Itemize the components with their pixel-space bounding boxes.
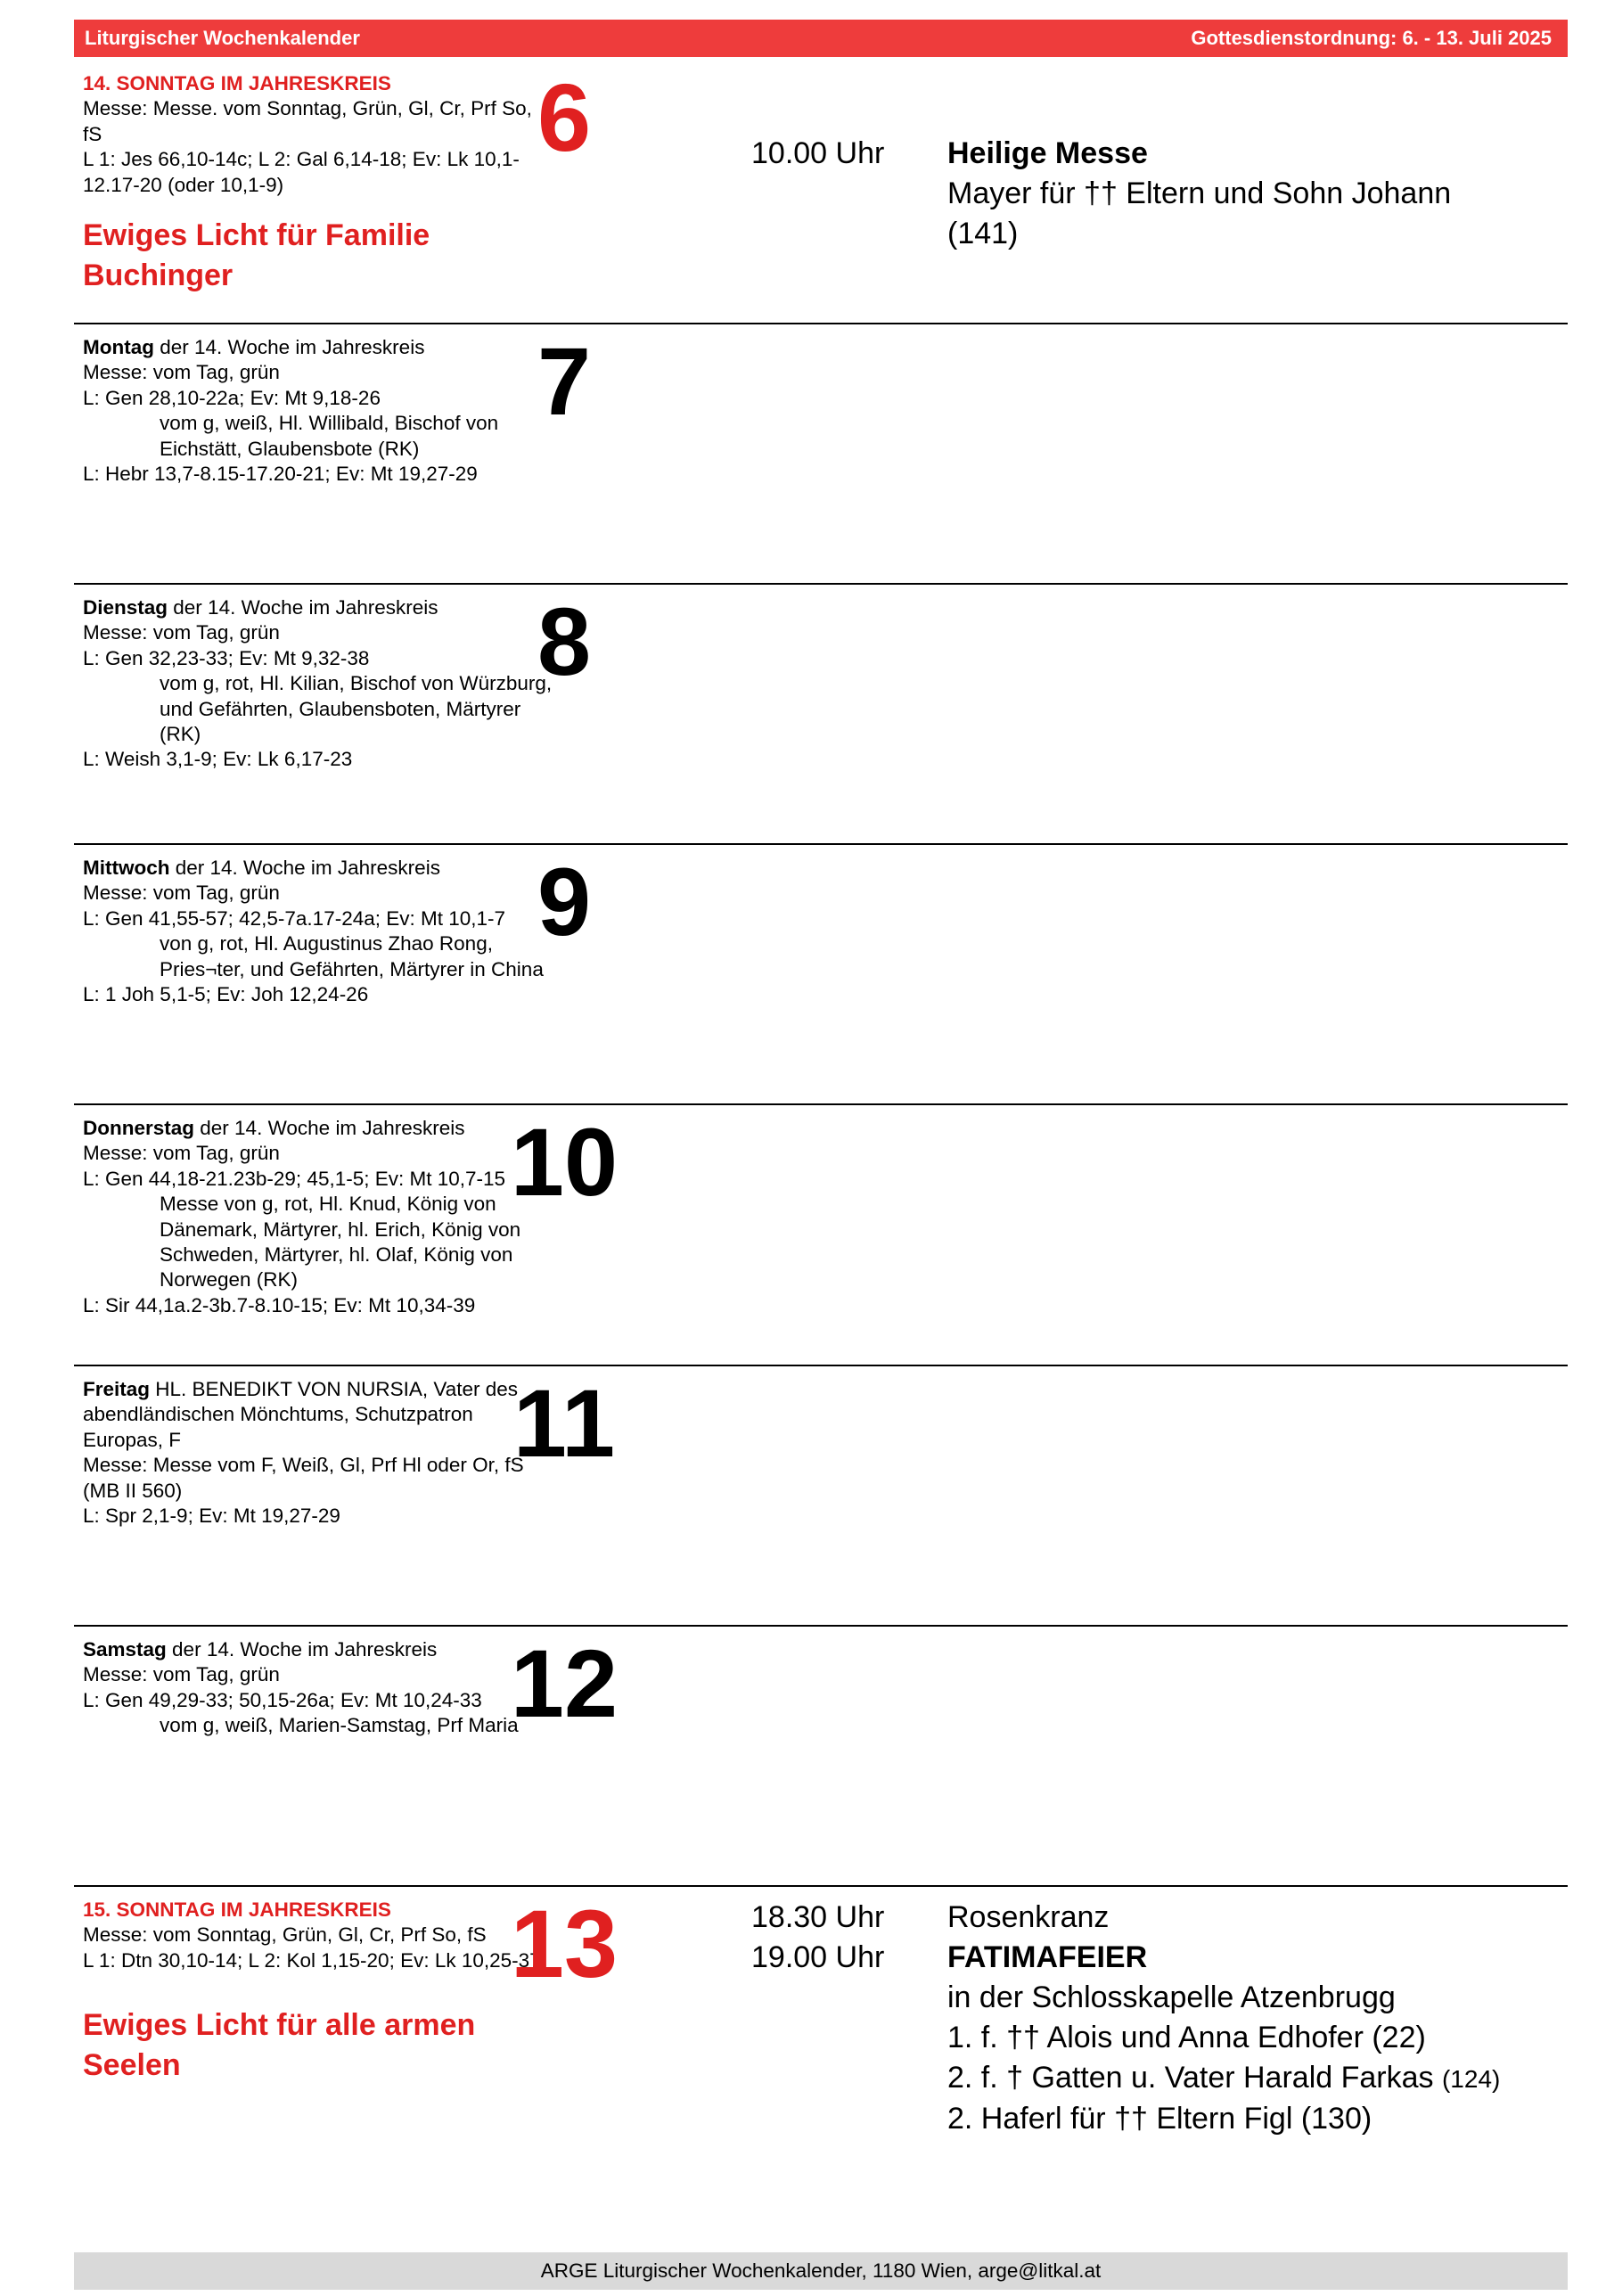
day-number: 13 <box>510 1890 619 1997</box>
service-events <box>947 134 1451 254</box>
info-line: Messe: vom Tag, grün <box>83 361 280 384</box>
feast-title: 15. SONNTAG IM JAHRESKREIS <box>83 1898 391 1921</box>
service-time: 18.30 Uhr <box>751 1900 885 1934</box>
info-line: vom g, rot, Hl. Kilian, Bischof von Würzburg, <box>160 672 553 695</box>
eternal-light-note: Ewiges Licht für alle armen Seelen <box>83 2008 476 2083</box>
info-line: Messe: vom Tag, grün <box>83 1663 280 1686</box>
info-line: Messe von g, rot, Hl. Knud, König von <box>160 1193 496 1216</box>
info-line: Messe: Messe. vom Sonntag, Grün, Gl, Cr, Prf So, <box>83 97 532 120</box>
day-number: 12 <box>510 1629 619 1737</box>
page-header <box>74 20 1568 57</box>
info-line: L: Weish 3,1-9; Ev: Lk 6,17-23 <box>83 748 353 771</box>
info-line: Messe: vom Tag, grün <box>83 621 280 644</box>
service-events <box>947 1898 1500 2139</box>
info-line: und Gefährten, Glaubensboten, Märtyrer <box>160 697 521 720</box>
event-line: 1. f. †† Alois und Anna Edhofer (22) <box>947 2021 1426 2054</box>
day-number: 6 <box>537 63 592 171</box>
event-line: 2. Haferl für †† Eltern Figl (130) <box>947 2102 1372 2136</box>
info-line: vom g, weiß, Hl. Willibald, Bischof von <box>160 412 499 435</box>
day-heading: Samstag der 14. Woche im Jahreskreis <box>83 1638 438 1660</box>
service-times <box>751 1898 884 1978</box>
info-line: Eichstätt, Glaubensbote (RK) <box>160 437 420 460</box>
day-heading: Montag der 14. Woche im Jahreskreis <box>83 336 425 358</box>
info-line: 12.17-20 (oder 10,1-9) <box>83 173 284 196</box>
event-line: (141) <box>947 217 1019 250</box>
info-line: Europas, F <box>83 1428 182 1451</box>
info-line: Schweden, Märtyrer, hl. Olaf, König von <box>160 1243 513 1267</box>
info-line: Messe: Messe vom F, Weiß, Gl, Prf Hl oder Or, fS <box>83 1454 524 1477</box>
day-7 <box>74 323 1568 583</box>
day-number: 10 <box>510 1108 619 1216</box>
info-line: L: Hebr 13,7-8.15-17.20-21; Ev: Mt 19,27-29 <box>83 463 478 486</box>
info-line: L: Gen 28,10-22a; Ev: Mt 9,18-26 <box>83 386 381 409</box>
info-line: Messe: vom Tag, grün <box>83 882 280 905</box>
info-line: (MB II 560) <box>83 1479 183 1502</box>
day-heading: Mittwoch der 14. Woche im Jahreskreis <box>83 857 440 879</box>
info-line: Messe: vom Tag, grün <box>83 1142 280 1165</box>
day-10 <box>74 1103 1568 1365</box>
event-line: Rosenkranz <box>947 1900 1110 1934</box>
day-number: 11 <box>512 1369 616 1477</box>
day-heading: Donnerstag der 14. Woche im Jahreskreis <box>83 1117 465 1139</box>
day-11 <box>74 1365 1568 1625</box>
event-line: Mayer für †† Eltern und Sohn Johann <box>947 176 1452 210</box>
day-heading: Dienstag der 14. Woche im Jahreskreis <box>83 596 438 619</box>
info-line: Messe: vom Sonntag, Grün, Gl, Cr, Prf So, fS <box>83 1923 487 1947</box>
info-line: L 1: Jes 66,10-14c; L 2: Gal 6,14-18; Ev: Lk 10,1- <box>83 148 520 171</box>
info-line: (RK) <box>160 723 201 746</box>
day-9 <box>74 843 1568 1103</box>
day-number: 9 <box>537 848 592 955</box>
service-time: 19.00 Uhr <box>751 1940 885 1974</box>
day-12 <box>74 1625 1568 1885</box>
event-line: 2. f. † Gatten u. Vater Harald Farkas (124) <box>947 2061 1501 2095</box>
info-line: L: Gen 41,55-57; 42,5-7a.17-24a; Ev: Mt 10,1-7 <box>83 906 506 930</box>
info-line: L: Gen 49,29-33; 50,15-26a; Ev: Mt 10,24-33 <box>83 1688 482 1711</box>
header-date-range: Gottesdienstordnung: 6. - 13. Juli 2025 <box>1191 27 1552 49</box>
info-line: von g, rot, Hl. Augustinus Zhao Rong, <box>160 932 493 955</box>
day-heading: Freitag HL. BENEDIKT VON NURSIA, Vater des <box>83 1378 519 1400</box>
info-line: L: Gen 44,18-21.23b-29; 45,1-5; Ev: Mt 10,7-15 <box>83 1167 506 1190</box>
feast-title: 14. SONNTAG IM JAHRESKREIS <box>83 72 391 94</box>
event-title: FATIMAFEIER <box>947 1940 1148 1974</box>
day-8 <box>74 583 1568 843</box>
service-times <box>751 134 884 174</box>
info-line: L 1: Dtn 30,10-14; L 2: Kol 1,15-20; Ev: Lk 10,25-37 <box>83 1948 541 1972</box>
day-number: 7 <box>537 327 592 435</box>
event-line: in der Schlosskapelle Atzenbrugg <box>947 1980 1396 2014</box>
day-13 <box>74 1885 1568 2224</box>
info-line: Norwegen (RK) <box>160 1268 299 1292</box>
header-title: Liturgischer Wochenkalender <box>85 27 360 49</box>
info-line: abendländischen Mönchtums, Schutzpatron <box>83 1403 473 1426</box>
eternal-light-note: Ewiges Licht für Familie Buchinger <box>83 218 430 293</box>
info-line: vom g, weiß, Marien-Samstag, Prf Maria <box>160 1714 519 1737</box>
event-title: Heilige Messe <box>947 136 1148 170</box>
info-line: Dänemark, Märtyrer, hl. Erich, König von <box>160 1218 521 1241</box>
service-time: 10.00 Uhr <box>751 136 885 170</box>
info-line: L: Gen 32,23-33; Ev: Mt 9,32-38 <box>83 646 370 669</box>
page-footer: ARGE Liturgischer Wochenkalender, 1180 Wien, arge@litkal.at <box>74 2252 1568 2290</box>
info-line: fS <box>83 122 102 145</box>
info-line: L: Spr 2,1-9; Ev: Mt 19,27-29 <box>83 1505 340 1528</box>
day-6 <box>74 62 1568 323</box>
info-line: Pries¬ter, und Gefährten, Märtyrer in China <box>160 957 544 980</box>
info-line: L: Sir 44,1a.2-3b.7-8.10-15; Ev: Mt 10,34-39 <box>83 1293 476 1316</box>
day-number: 8 <box>537 587 592 695</box>
info-line: L: 1 Joh 5,1-5; Ev: Joh 12,24-26 <box>83 983 369 1006</box>
